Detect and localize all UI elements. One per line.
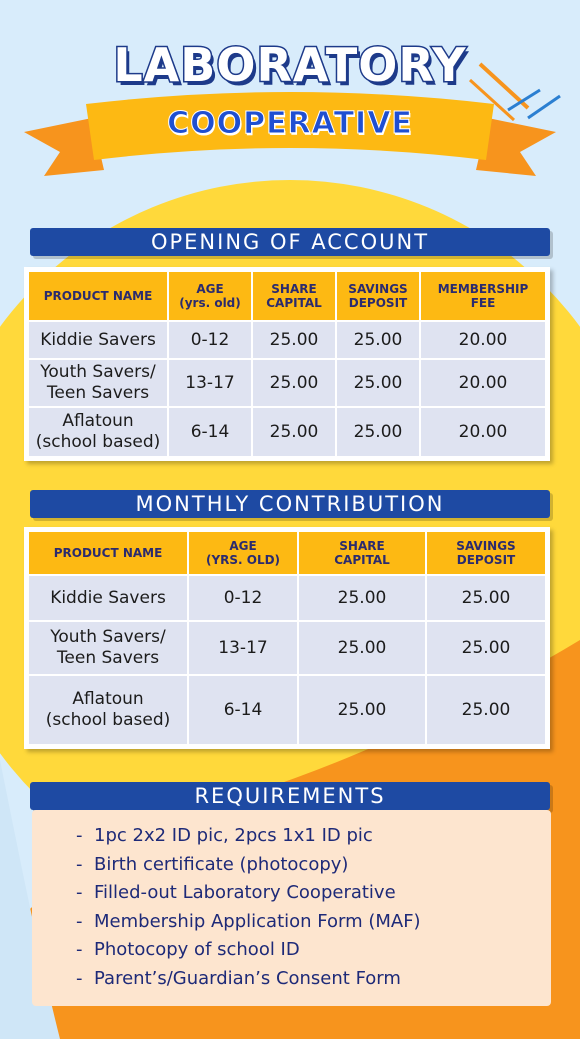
table-row <box>28 359 546 407</box>
requirements-panel <box>32 810 551 1006</box>
cell-text: 0-12 <box>223 587 263 608</box>
table-row <box>28 321 546 359</box>
cell-text: Youth Savers/ <box>40 362 156 382</box>
value-cell <box>336 407 420 457</box>
cell-text: SAVINGS <box>348 282 408 296</box>
bullet-dash: - <box>76 825 83 846</box>
cell-text: 25.00 <box>353 421 403 442</box>
product-name-cell <box>28 575 188 621</box>
column-header <box>168 271 252 321</box>
value-cell <box>426 621 546 675</box>
value-cell <box>336 359 420 407</box>
cell-text: CAPITAL <box>334 553 390 567</box>
column-header <box>28 531 188 575</box>
cell-text: 20.00 <box>458 421 508 442</box>
value-cell <box>426 675 546 745</box>
column-header <box>188 531 298 575</box>
bullet-dash: - <box>76 853 83 875</box>
cell-text: 20.00 <box>458 372 508 393</box>
cell-text: (school based) <box>35 432 161 452</box>
cell-text: PRODUCT NAME <box>53 546 163 560</box>
cell-text: 25.00 <box>353 372 403 393</box>
value-cell <box>298 675 426 745</box>
table-header-row <box>28 271 546 321</box>
cell-text: Teen Savers <box>46 383 150 403</box>
value-cell <box>420 407 546 457</box>
cell-text: 13-17 <box>185 372 235 393</box>
section-heading-requirements: REQUIREMENTS <box>30 782 550 810</box>
requirements-list <box>76 822 551 993</box>
requirement-item <box>76 851 551 880</box>
cell-text: SAVINGS <box>456 539 516 553</box>
value-cell <box>420 321 546 359</box>
requirement-text: 1pc 2x2 ID pic, 2pcs 1x1 ID pic <box>94 825 373 846</box>
value-cell <box>168 359 252 407</box>
cell-text: FEE <box>470 296 496 310</box>
cell-text: 25.00 <box>269 329 319 350</box>
bullet-dash: - <box>76 967 83 989</box>
product-name-cell <box>28 321 168 359</box>
requirement-text: Birth certificate (photocopy) <box>94 853 349 875</box>
value-cell <box>188 675 298 745</box>
cell-text: Aflatoun <box>72 689 144 709</box>
section-heading-opening: OPENING OF ACCOUNT <box>30 228 550 256</box>
cell-text: DEPOSIT <box>456 553 516 567</box>
value-cell <box>298 575 426 621</box>
cell-text: Teen Savers <box>56 648 160 668</box>
cell-text: Youth Savers/ <box>50 627 166 647</box>
title-laboratory: LABORATORY <box>113 38 467 92</box>
requirement-item <box>76 908 551 937</box>
bullet-dash: - <box>76 939 83 960</box>
table-row <box>28 575 546 621</box>
value-cell <box>420 359 546 407</box>
table-row <box>28 675 546 745</box>
column-header <box>426 531 546 575</box>
product-name-cell <box>28 359 168 407</box>
cell-text: (YRS. OLD) <box>205 553 281 567</box>
column-header <box>298 531 426 575</box>
value-cell <box>188 621 298 675</box>
cell-text: SHARE <box>271 282 317 296</box>
opening-table <box>27 270 547 458</box>
requirement-item <box>76 822 551 851</box>
value-cell <box>168 407 252 457</box>
product-name-cell <box>28 621 188 675</box>
cell-text: 25.00 <box>337 699 387 720</box>
value-cell <box>298 621 426 675</box>
value-cell <box>188 575 298 621</box>
table-row <box>28 407 546 457</box>
cell-text: 25.00 <box>461 637 511 658</box>
cell-text: 25.00 <box>337 587 387 608</box>
value-cell <box>168 321 252 359</box>
cell-text: 25.00 <box>461 699 511 720</box>
cell-text: MEMBERSHIP <box>437 282 529 296</box>
cell-text: 25.00 <box>353 329 403 350</box>
value-cell <box>252 359 336 407</box>
cell-text: Kiddie Savers <box>40 329 156 350</box>
product-name-cell <box>28 407 168 457</box>
cell-text: 6-14 <box>190 421 230 442</box>
cell-text: AGE <box>196 282 224 296</box>
column-header <box>252 271 336 321</box>
cell-text: 13-17 <box>218 637 268 658</box>
cell-text: SHARE <box>339 539 385 553</box>
value-cell <box>252 321 336 359</box>
table-row <box>28 621 546 675</box>
cell-text: Aflatoun <box>62 411 134 431</box>
cell-text: PRODUCT NAME <box>43 289 153 303</box>
cell-text: 25.00 <box>269 421 319 442</box>
value-cell <box>252 407 336 457</box>
requirement-text: Parent’s/Guardian’s Consent Form <box>94 967 401 989</box>
cell-text: 20.00 <box>458 329 508 350</box>
cell-text: Kiddie Savers <box>50 587 166 608</box>
cell-text: AGE <box>229 539 257 553</box>
title-cooperative: COOPERATIVE <box>167 106 413 141</box>
column-header <box>28 271 168 321</box>
cell-text: 0-12 <box>190 329 230 350</box>
cell-text: CAPITAL <box>266 296 322 310</box>
cell-text: 25.00 <box>269 372 319 393</box>
cell-text: DEPOSIT <box>348 296 408 310</box>
opening-table-panel <box>24 267 550 461</box>
cell-text: 25.00 <box>461 587 511 608</box>
cell-text: 6-14 <box>223 699 263 720</box>
requirement-text: Membership Application Form (MAF) <box>94 910 421 932</box>
value-cell <box>426 575 546 621</box>
bullet-dash: - <box>76 910 83 932</box>
bullet-dash: - <box>76 882 83 903</box>
section-heading-monthly: MONTHLY CONTRIBUTION <box>30 490 550 518</box>
monthly-table-panel <box>24 527 550 749</box>
table-header-row <box>28 531 546 575</box>
requirement-text: Photocopy of school ID <box>94 939 300 960</box>
column-header <box>336 271 420 321</box>
column-header <box>420 271 546 321</box>
requirement-item <box>76 879 551 908</box>
monthly-table <box>27 530 547 746</box>
requirement-item <box>76 965 551 994</box>
requirement-text: Filled-out Laboratory Cooperative <box>94 882 396 903</box>
requirement-item <box>76 936 551 965</box>
value-cell <box>336 321 420 359</box>
cell-text: (yrs. old) <box>179 296 241 310</box>
cell-text: (school based) <box>45 710 171 730</box>
product-name-cell <box>28 675 188 745</box>
cell-text: 25.00 <box>337 637 387 658</box>
